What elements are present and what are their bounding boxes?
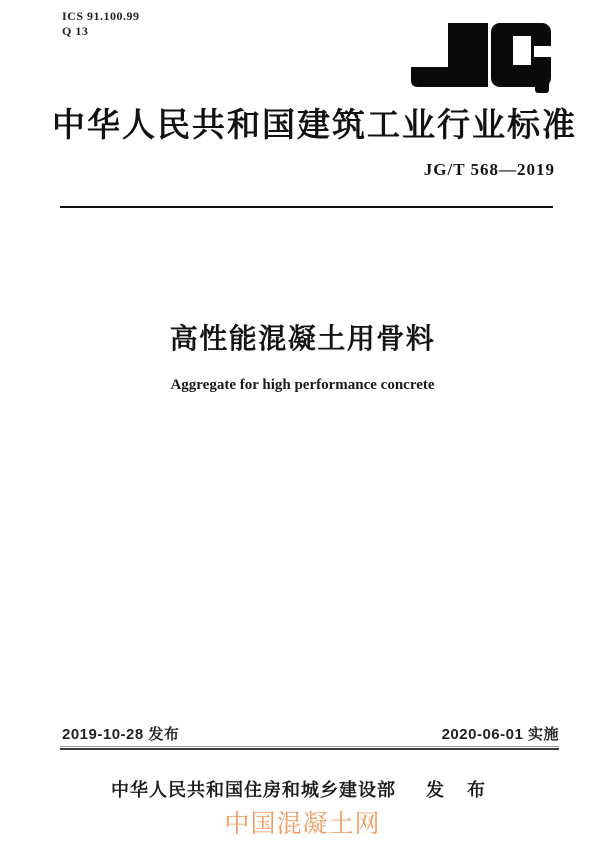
standard-number: JG/T 568—2019 <box>423 160 555 179</box>
issuing-body: 中华人民共和国住房和城乡建设部 <box>110 780 396 800</box>
header-rule <box>60 206 553 208</box>
document-title-chinese: 高性能混凝土用骨料 <box>169 323 436 354</box>
date-row <box>62 723 559 744</box>
implementation-date: 2020-06-01 实施 <box>441 726 559 743</box>
publisher-row <box>0 776 605 802</box>
ics-code: ICS 91.100.99 <box>62 9 140 23</box>
site-watermark: 中国混凝土网 <box>224 810 381 838</box>
jg-logo-icon <box>411 23 551 93</box>
footer-rule <box>60 746 559 750</box>
issue-date: 2019-10-28 发布 <box>62 726 180 743</box>
issue-label: 发 布 <box>425 780 494 800</box>
ics-codes <box>62 9 140 39</box>
classification-code: Q 13 <box>62 24 89 38</box>
document-title-english: Aggregate for high performance concrete <box>170 377 435 393</box>
standard-category-title: 中华人民共和国建筑工业行业标准 <box>52 106 577 143</box>
